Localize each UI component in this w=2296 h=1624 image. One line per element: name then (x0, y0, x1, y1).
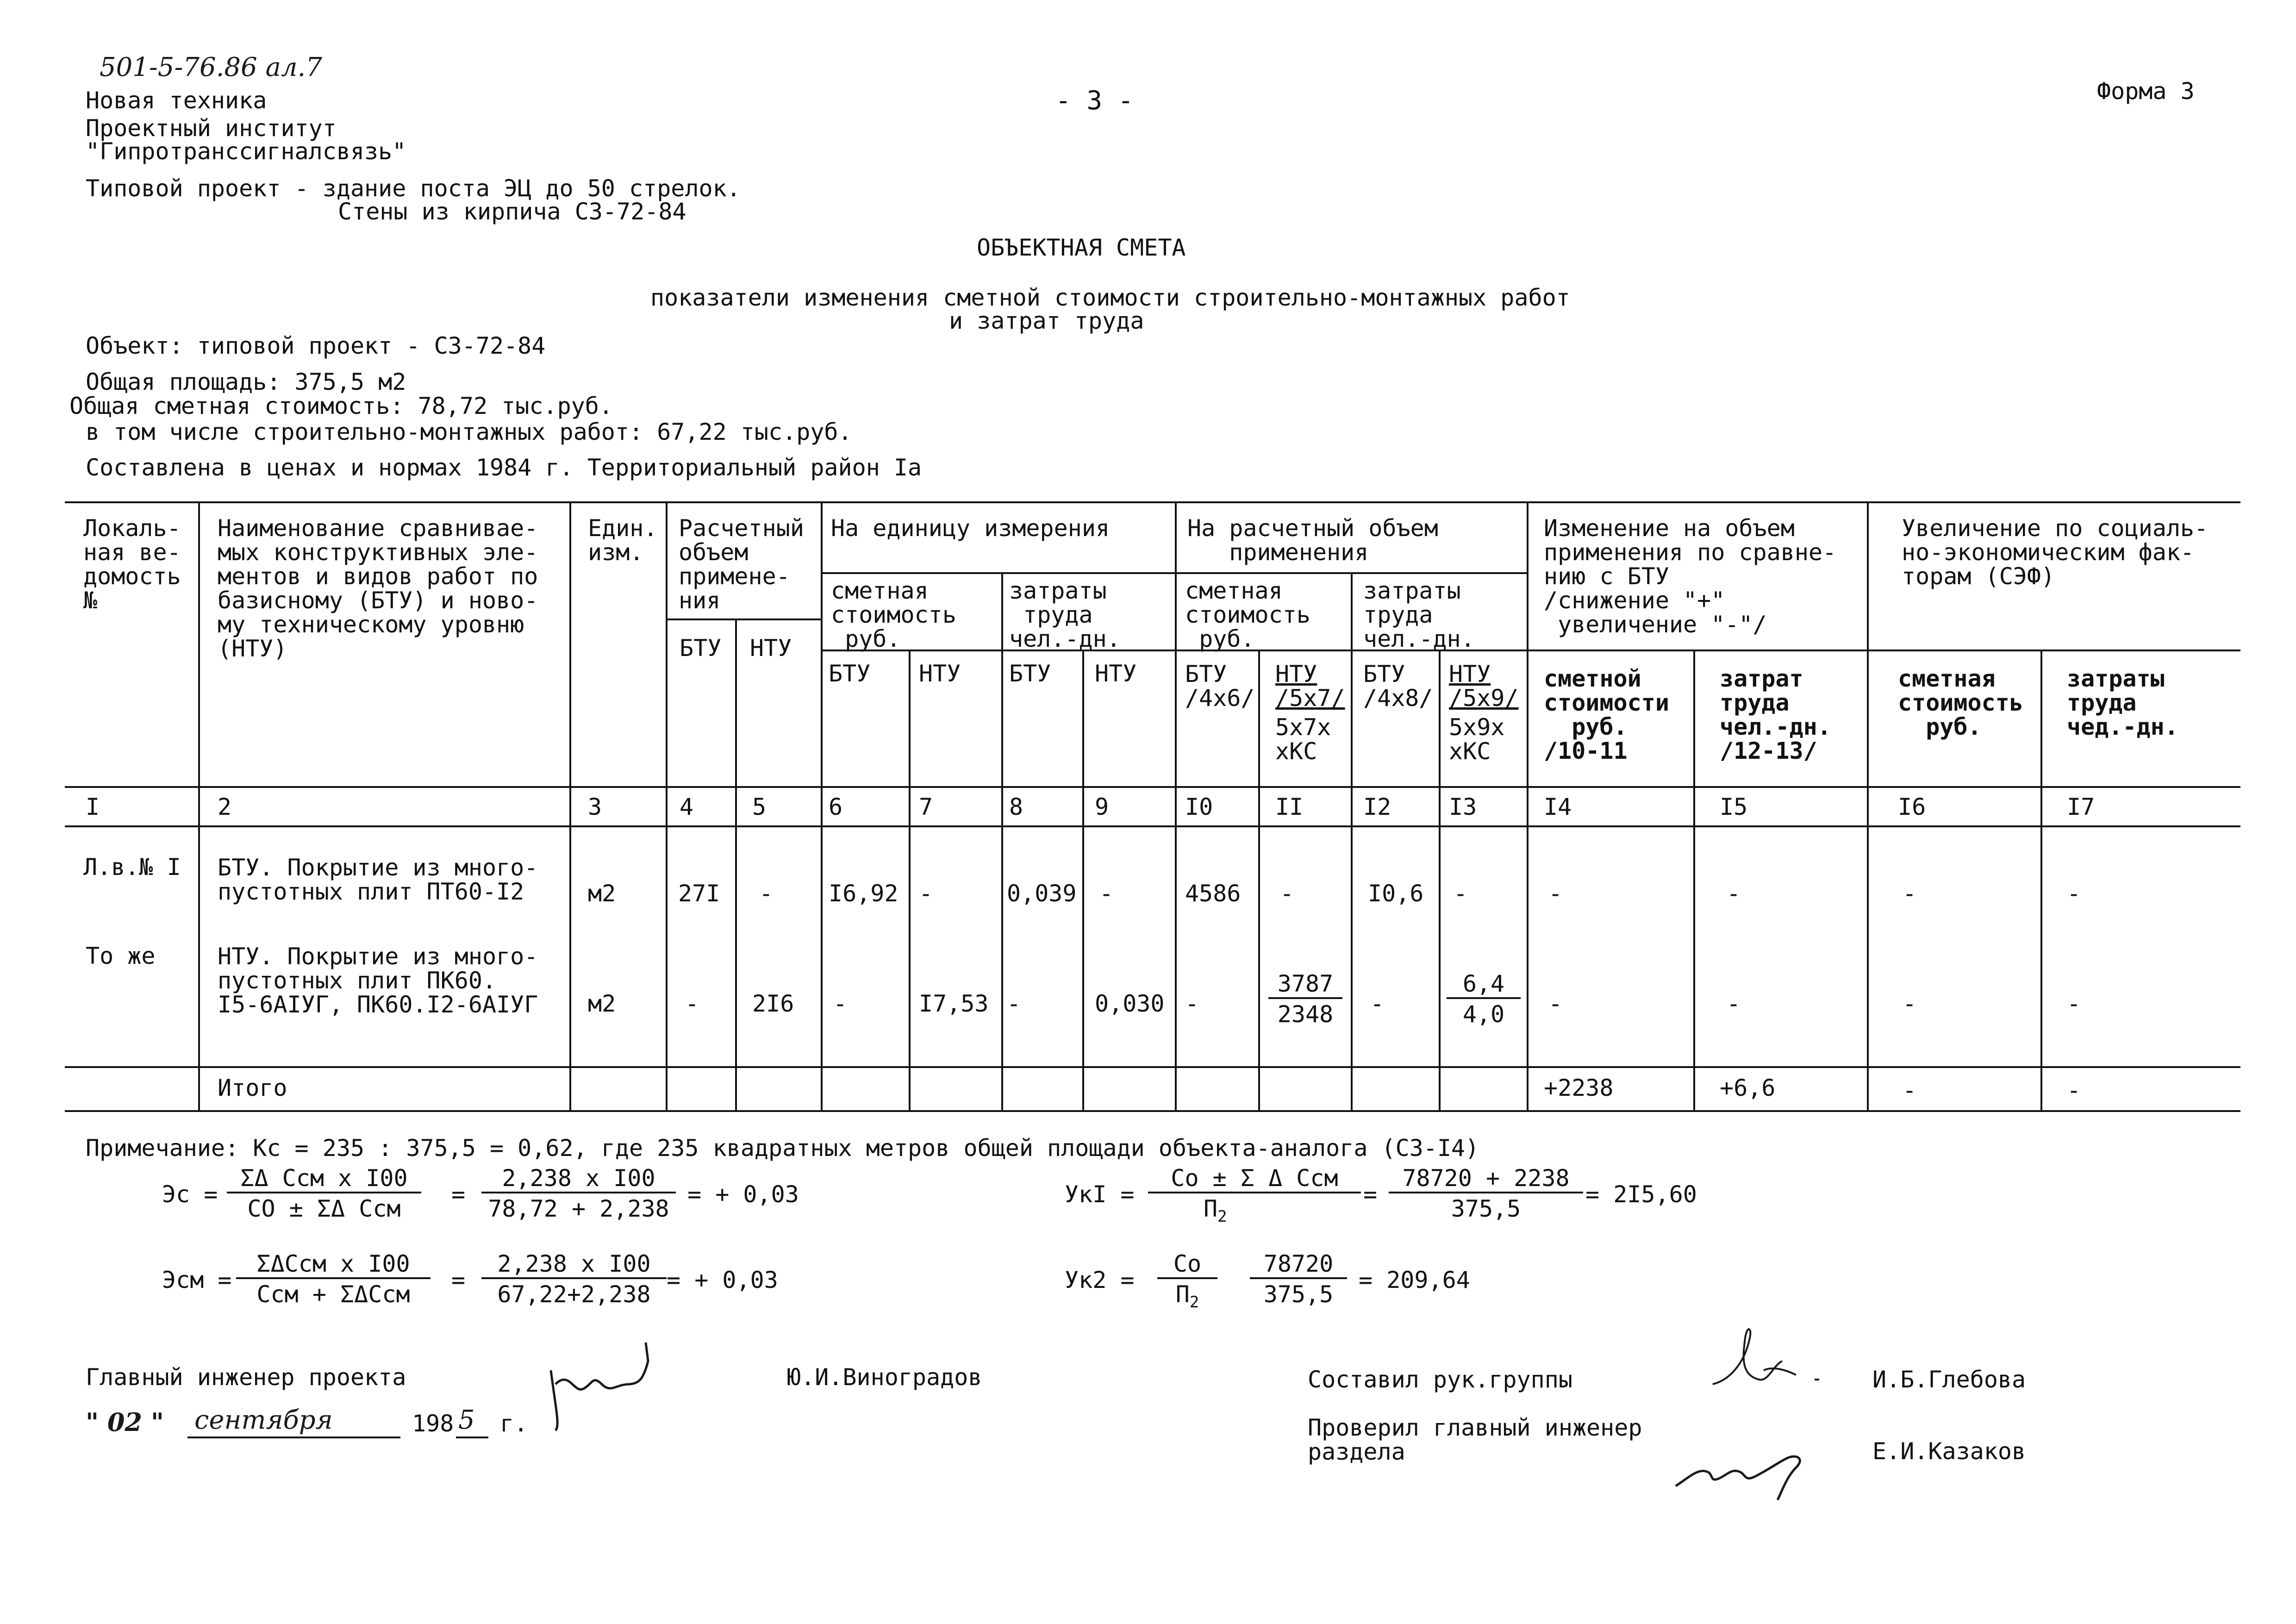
col-num-7: 7 (919, 793, 933, 820)
form-label: Форма 3 (2097, 78, 2195, 105)
row2-vol-labor-ntu-adjusted: 4,0 (1462, 1001, 1505, 1028)
date-month: сентября (194, 1405, 333, 1435)
header-ntu-11-coef: 5х7х хКС (1275, 714, 1331, 765)
formula-uk2-num-1: Со (1157, 1252, 1217, 1279)
date-day: " 02 " (86, 1407, 164, 1437)
formula-esm-num-2: 2,238 х I00 (481, 1252, 667, 1279)
row2-vol-ntu: 2I6 (752, 990, 794, 1017)
row2-unit-cost-btu: - (833, 990, 848, 1017)
col-num-1: I (86, 793, 100, 820)
date-year-prefix: 198 (412, 1410, 454, 1437)
row2-sef-cost: - (1903, 990, 1917, 1017)
row2-name: НТУ. Покрытие из много- пустотных плит ПК60. I5-6АIУГ, ПК60.I2-6АIУГ (218, 943, 538, 1018)
formula-uk1-num-1: Со ± Σ Δ Ссм (1148, 1167, 1361, 1193)
header-ntu-9: НТУ (1095, 660, 1137, 687)
date-month-underline (187, 1435, 400, 1440)
info-smr-cost: в том числе строительно-монтажных работ: 67,22 тыс.руб. (86, 418, 852, 445)
col-num-11: II (1275, 793, 1304, 820)
chief-engineer-name: Ю.И.Виноградов (787, 1364, 982, 1391)
checked-label: Проверил главный инженер раздела (1308, 1414, 1642, 1465)
formula-uk1-result: = 2I5,60 (1585, 1181, 1697, 1208)
org-line-2: Проектный институт (86, 115, 337, 142)
info-prices: Составлена в ценах и нормах 1984 г. Территориальный район Iа (86, 454, 922, 481)
col-num-15: I5 (1720, 793, 1748, 820)
total-change-labor: +6,6 (1720, 1074, 1776, 1101)
formula-uk1-den-1: П (1204, 1195, 1218, 1222)
formula-uk1-den-2: 375,5 (1451, 1195, 1521, 1222)
row2-sef-labor: - (2067, 990, 2081, 1017)
col-num-8: 8 (1009, 793, 1023, 820)
header-ntu-13: НТУ /5х9/ (1449, 661, 1519, 712)
header-ntu-13-coef: 5х9х хКС (1449, 714, 1505, 765)
header-sef-cost: сметная стоимость руб. (1898, 665, 2023, 740)
chief-engineer-label: Главный инженер проекта (86, 1364, 406, 1391)
formula-esm-eq: = (451, 1267, 466, 1293)
col-num-10: I0 (1185, 793, 1213, 820)
formula-ec-lhs: Эс = (162, 1181, 218, 1208)
formula-ec-eq: = (451, 1181, 466, 1208)
col-num-6: 6 (829, 793, 843, 820)
compiled-label: Составил рук.группы (1308, 1366, 1572, 1393)
checked-signature (1666, 1426, 1833, 1509)
col-num-12: I2 (1363, 793, 1391, 820)
formula-uk2-num-2: 78720 (1250, 1252, 1347, 1279)
col-num-16: I6 (1898, 793, 1926, 820)
total-sef-labor: - (2067, 1077, 2081, 1104)
row1-unit-cost-btu: I6,92 (829, 880, 898, 907)
row2-vol-labor-ntu: 6,4 (1447, 972, 1521, 999)
formula-ec-fraction-1 (227, 1167, 421, 1220)
compiled-name: И.Б.Глебова (1872, 1366, 2026, 1393)
row2-unit-labor-ntu: 0,030 (1095, 990, 1165, 1017)
compiled-signature (1703, 1319, 1833, 1393)
header-per-volume: На расчетный объем применения (1187, 515, 1438, 566)
project-line-1: Типовой проект - здание поста ЭЦ до 50 стрелок. (86, 175, 741, 202)
row1-change-labor: - (1727, 880, 1741, 907)
info-area: Общая площадь: 375,5 м2 (86, 369, 406, 395)
col-num-5: 5 (752, 793, 767, 820)
date-year-digit: 5 (458, 1405, 475, 1435)
header-ntu-11: НТУ /5х7/ (1275, 661, 1345, 712)
info-object: Объект: типовой проект - СЗ-72-84 (86, 332, 546, 359)
header-local-sheet: Локаль- ная ве- домость № (83, 515, 181, 614)
row1-vol-labor-btu: I0,6 (1368, 880, 1424, 907)
formula-ec-num-1: ΣΔ Ссм х I00 (227, 1167, 421, 1193)
header-unit: Един. изм. (588, 515, 658, 566)
total-label: Итого (218, 1074, 287, 1101)
checked-name: Е.И.Казаков (1872, 1438, 2026, 1465)
formula-uk2-fraction-2 (1250, 1252, 1347, 1306)
formula-uk1-lhs: УкI = (1065, 1181, 1135, 1208)
formula-ec-den-2: 78,72 + 2,238 (488, 1195, 669, 1222)
formula-ec-result: = + 0,03 (687, 1181, 799, 1208)
project-line-2: Стены из кирпича СЗ-72-84 (338, 198, 686, 225)
row2-change-labor: - (1727, 990, 1741, 1017)
row2-unit: м2 (588, 990, 616, 1017)
total-change-cost: +2238 (1544, 1074, 1614, 1101)
note: Примечание: Кс = 235 : 375,5 = 0,62, где 235 квадратных метров общей площади объекта-аналога (СЗ-I4) (86, 1135, 1479, 1162)
header-change-cost: сметной стоимости руб. /10-11 (1544, 665, 1669, 764)
row1-vol-btu: 27I (678, 880, 720, 907)
col-num-9: 9 (1095, 793, 1109, 820)
formula-uk2-den-1-sub: 2 (1189, 1293, 1199, 1312)
col-num-2: 2 (218, 793, 232, 820)
doc-code-handwritten: 501-5-76.86 ал.7 (100, 52, 322, 82)
header-btu-12: БТУ /4х8/ (1363, 661, 1433, 712)
formula-esm-den-2: 67,22+2,238 (497, 1281, 651, 1308)
row2-vol-cost-ntu-fraction (1268, 972, 1342, 1026)
row1-name: БТУ. Покрытие из много- пустотных плит ПТ60-I2 (218, 854, 538, 905)
row1-unit: м2 (588, 880, 616, 907)
formula-ec-num-2: 2,238 х I00 (481, 1167, 676, 1193)
row1-unit-labor-ntu: - (1099, 880, 1114, 907)
header-ntu-7: НТУ (919, 660, 961, 687)
total-sef-cost: - (1903, 1077, 1917, 1104)
subtitle-line-1: показатели изменения сметной стоимости строительно-монтажных работ (650, 284, 1570, 311)
row1-unit-cost-ntu: - (919, 880, 933, 907)
col-num-4: 4 (680, 793, 694, 820)
formula-esm-num-1: ΣΔСсм х I00 (236, 1252, 430, 1279)
header-sef: Увеличение по социаль- но-экономическим фак- торам (СЭФ) (1902, 515, 2209, 590)
row2-vol-cost-ntu: 3787 (1268, 972, 1342, 999)
row2-unit-labor-btu: - (1007, 990, 1021, 1017)
formula-esm-fraction-1 (236, 1252, 430, 1306)
header-btu-8: БТУ (1009, 660, 1051, 687)
formula-esm-lhs: Эсм = (162, 1267, 232, 1293)
row1-change-cost: - (1548, 880, 1563, 907)
row1-vol-cost-ntu: - (1280, 880, 1294, 907)
formula-uk2-lhs: Ук2 = (1065, 1267, 1135, 1293)
col-num-14: I4 (1544, 793, 1572, 820)
formula-uk2-den-2: 375,5 (1263, 1281, 1334, 1308)
header-element-name: Наименование сравнивае- мых конструктивных эле- ментов и видов работ по базисному (БТУ) и ново- му техническому уровню (НТУ) (218, 515, 538, 662)
header-calc-volume: Расчетный объем применe- ния (679, 515, 804, 614)
row1-unit-labor-btu: 0,039 (1007, 880, 1077, 907)
col-num-3: 3 (588, 793, 602, 820)
row2-sheet: То же (86, 943, 156, 969)
formula-uk1-eq: = (1363, 1181, 1378, 1208)
header-unit-cost: сметная стоимость руб. (831, 577, 956, 652)
row2-vol-cost-ntu-adjusted: 2348 (1277, 1001, 1334, 1028)
formula-uk1-num-2: 78720 + 2238 (1389, 1167, 1583, 1193)
subtitle-line-2: и затрат труда (949, 307, 1144, 334)
row2-unit-cost-ntu: I7,53 (919, 990, 989, 1017)
row2-vol-cost-btu: - (1185, 990, 1199, 1017)
row1-sheet: Л.в.№ I (83, 854, 181, 881)
row1-sef-labor: - (2067, 880, 2081, 907)
formula-uk2-den-1: П (1175, 1281, 1190, 1308)
row2-vol-btu: - (685, 990, 699, 1017)
chief-engineer-signature (542, 1315, 662, 1435)
header-ntu-5: НТУ (750, 635, 792, 662)
row1-vol-cost-btu: 4586 (1185, 880, 1241, 907)
formula-uk2-fraction-1 (1157, 1252, 1217, 1310)
row2-change-cost: - (1548, 990, 1563, 1017)
date-suffix: г. (500, 1410, 528, 1437)
header-unit-labor: затраты труда чел.-дн. (1009, 577, 1121, 652)
col-num-17: I7 (2067, 793, 2095, 820)
header-btu-10: БТУ /4х6/ (1185, 661, 1255, 712)
page-number: - 3 - (1055, 86, 1134, 116)
formula-uk1-den-1-sub: 2 (1217, 1207, 1227, 1226)
formula-uk1-fraction-1 (1148, 1167, 1361, 1224)
header-per-unit: На единицу измерения (831, 515, 1110, 542)
header-btu-6: БТУ (829, 660, 871, 687)
formula-esm-den-1: Ссм + ΣΔСсм (256, 1281, 410, 1308)
formula-esm-fraction-2 (481, 1252, 667, 1306)
header-btu-4: БТУ (680, 635, 722, 662)
formula-ec-fraction-2 (481, 1167, 676, 1220)
header-volume-labor: затраты труда чел.-дн. (1363, 577, 1475, 652)
header-sef-labor: затраты труда чед.-дн. (2067, 665, 2178, 740)
org-line-1: Новая техника (86, 87, 267, 114)
row1-vol-ntu: - (759, 880, 774, 907)
formula-esm-result: = + 0,03 (667, 1267, 778, 1293)
date-year-underline (456, 1435, 488, 1440)
org-line-3: "Гипротранссигналсвязь" (86, 138, 406, 165)
row1-sef-cost: - (1903, 880, 1917, 907)
info-total-cost: Общая сметная стоимость: 78,72 тыс.руб. (69, 393, 613, 419)
row2-vol-labor-ntu-fraction (1447, 972, 1521, 1026)
formula-ec-den-1: СО ± ΣΔ Ссм (247, 1195, 401, 1222)
header-volume-cost: сметная стоимость руб. (1185, 577, 1310, 652)
formula-uk1-fraction-2 (1389, 1167, 1583, 1220)
header-change-labor: затрат труда чел.-дн. /12-13/ (1720, 665, 1831, 764)
row1-vol-labor-ntu: - (1454, 880, 1468, 907)
document-title: ОБЪЕКТНАЯ СМЕТА (977, 234, 1186, 261)
header-change: Изменение на объем применения по сравне- нию с БТУ /снижение "+" увеличение "-"/ (1544, 515, 1837, 638)
col-num-13: I3 (1449, 793, 1477, 820)
row2-vol-labor-btu: - (1370, 990, 1385, 1017)
formula-uk2-result: = 209,64 (1359, 1267, 1470, 1293)
